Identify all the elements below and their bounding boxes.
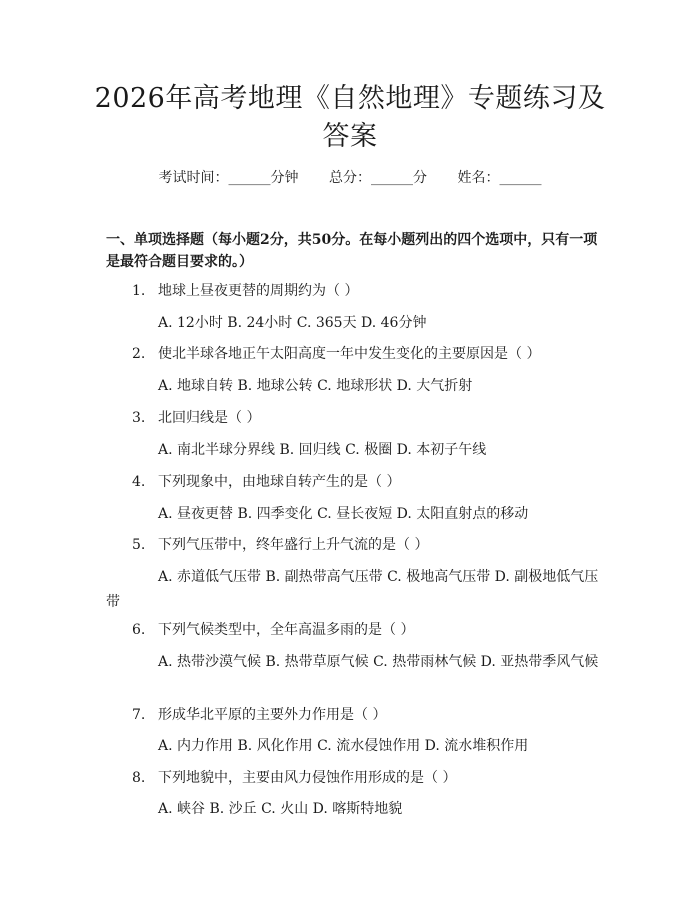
- question-text: 下列气压带中，终年盛行上升气流的是（ ）: [158, 537, 429, 553]
- question-options: A. 热带沙漠气候 B. 热带草原气候 C. 热带雨林气候 D. 亚热带季风气候: [158, 654, 599, 670]
- question-number: 1.: [132, 283, 146, 299]
- question-1: [132, 281, 602, 301]
- exam-score: 总分：______分: [329, 170, 427, 186]
- question-text: 下列现象中，由地球自转产生的是（ ）: [158, 474, 401, 490]
- question-number: 4.: [132, 474, 146, 490]
- question-options: A. 12小时 B. 24小时 C. 365天 D. 46分钟: [158, 315, 427, 331]
- question-options: A. 赤道低气压带 B. 副热带高气压带 C. 极地高气压带 D. 副极地低气压带: [106, 569, 599, 610]
- question-text: 地球上昼夜更替的周期约为（ ）: [158, 283, 359, 299]
- page-title: 2026年高考地理《自然地理》专题练习及答案: [94, 83, 606, 152]
- question-number: 7.: [132, 707, 146, 723]
- question-2: [132, 344, 602, 364]
- question-text: 北回归线是（ ）: [158, 410, 261, 426]
- question-7: [132, 705, 602, 725]
- section-heading: 一、单项选择题（每小题2分，共50分。在每小题列出的四个选项中，只有一项是最符合题目要求的。）: [106, 232, 598, 270]
- question-options: A. 峡谷 B. 沙丘 C. 火山 D. 喀斯特地貌: [158, 801, 403, 817]
- question-8: [132, 768, 602, 788]
- question-5: [132, 535, 602, 555]
- question-6: [132, 620, 602, 640]
- question-number: 6.: [132, 622, 146, 638]
- question-text: 下列气候类型中，全年高温多雨的是（ ）: [158, 622, 415, 638]
- question-text: 下列地貌中，主要由风力侵蚀作用形成的是（ ）: [158, 770, 457, 786]
- question-options: A. 昼夜更替 B. 四季变化 C. 昼长夜短 D. 太阳直射点的移动: [158, 506, 529, 522]
- question-options: A. 地球自转 B. 地球公转 C. 地球形状 D. 大气折射: [158, 378, 473, 394]
- question-text: 形成华北平原的主要外力作用是（ ）: [158, 707, 387, 723]
- question-number: 2.: [132, 346, 146, 362]
- question-options: A. 内力作用 B. 风化作用 C. 流水侵蚀作用 D. 流水堆积作用: [158, 738, 529, 754]
- question-number: 5.: [132, 537, 146, 553]
- exam-meta: [0, 168, 700, 188]
- question-4: [132, 472, 602, 492]
- question-3: [132, 408, 602, 428]
- question-options: A. 南北半球分界线 B. 回归线 C. 极圈 D. 本初子午线: [158, 442, 487, 458]
- question-number: 8.: [132, 770, 146, 786]
- exam-time: 考试时间：______分钟: [158, 170, 299, 186]
- student-name: 姓名：______: [457, 170, 542, 186]
- question-text: 使北半球各地正午太阳高度一年中发生变化的主要原因是（ ）: [158, 346, 541, 362]
- question-number: 3.: [132, 410, 146, 426]
